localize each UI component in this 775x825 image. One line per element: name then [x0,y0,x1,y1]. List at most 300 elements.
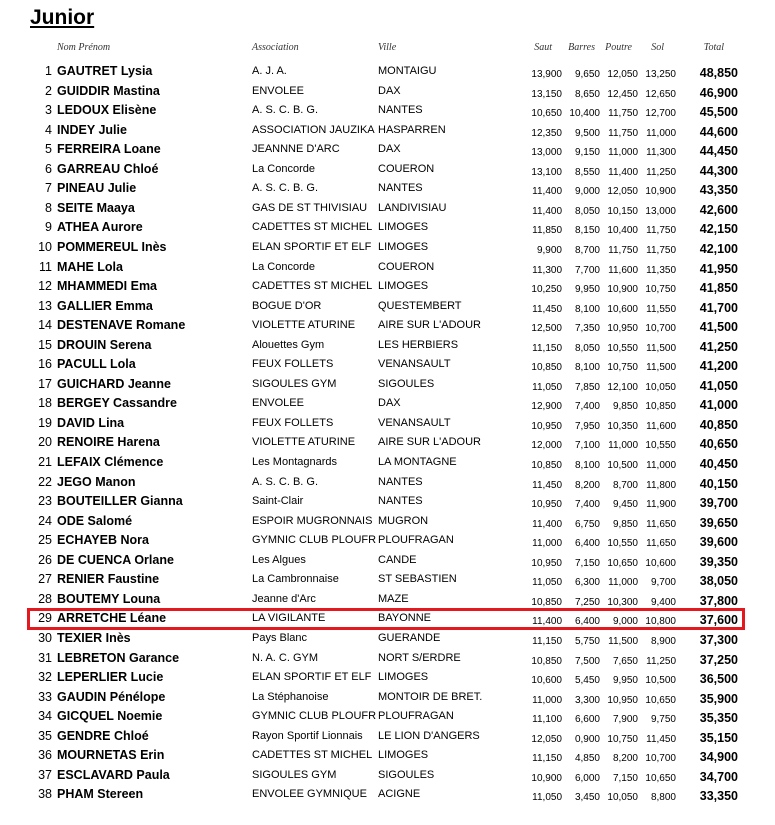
cell-saut: 11,450 [532,479,562,491]
cell-city: CANDE [378,553,417,566]
cell-rank: 15 [38,337,52,352]
cell-assoc: Saint-Clair [252,495,304,508]
cell-barres: 7,150 [574,557,600,569]
cell-saut: 11,100 [532,714,562,726]
cell-barres: 7,350 [574,323,600,335]
cell-assoc: La Stéphanoise [252,690,329,703]
cell-rank: 25 [38,533,52,548]
table-row [0,570,775,589]
cell-barres: 8,100 [574,303,600,315]
cell-poutre: 11,400 [608,166,638,178]
cell-assoc: La Concorde [252,162,315,175]
cell-saut: 12,050 [531,733,562,745]
cell-saut: 10,900 [531,772,562,784]
cell-rank: 18 [38,396,52,411]
cell-saut: 11,850 [532,225,562,237]
cell-total: 42,150 [699,222,738,237]
cell-rank: 23 [38,494,52,509]
cell-name: BOUTEMY Louna [57,591,161,606]
cell-city: VENANSAULT [378,358,451,371]
cell-assoc: A. S. C. B. G. [252,475,319,488]
cell-rank: 9 [45,220,52,235]
cell-rank: 6 [45,161,52,176]
cell-sol: 10,550 [645,440,676,452]
table-row [0,316,775,335]
cell-sol: 10,750 [645,284,676,296]
cell-saut: 11,400 [532,186,562,198]
cell-rank: 10 [38,239,52,254]
cell-assoc: Rayon Sportif Lionnais [252,729,363,742]
cell-barres: 7,400 [574,499,600,511]
cell-poutre: 10,750 [607,362,638,374]
table-row [0,727,775,746]
cell-assoc: A. S. C. B. G. [252,104,319,117]
cell-rank: 29 [38,611,52,626]
cell-city: AIRE SUR L'ADOUR [378,319,481,332]
cell-sol: 12,700 [645,108,676,120]
cell-barres: 8,050 [574,205,600,217]
cell-barres: 6,300 [574,577,600,589]
table-row [0,453,775,472]
cell-saut: 11,050 [532,381,562,393]
cell-barres: 7,850 [574,381,600,393]
cell-poutre: 10,750 [607,733,638,745]
cell-rank: 16 [38,357,52,372]
cell-sol: 11,750 [646,225,676,237]
cell-poutre: 10,950 [607,694,638,706]
cell-sol: 11,800 [646,479,676,491]
cell-total: 41,250 [699,339,738,354]
cell-poutre: 12,100 [607,381,638,393]
cell-barres: 7,100 [574,440,600,452]
cell-assoc: Jeanne d'Arc [252,592,316,605]
cell-total: 37,250 [699,652,738,667]
cell-poutre: 7,900 [612,714,638,726]
cell-sol: 10,700 [645,753,676,765]
cell-saut: 11,400 [532,205,562,217]
cell-poutre: 9,450 [612,499,638,511]
table-row [0,355,775,374]
cell-city: ST SEBASTIEN [378,573,457,586]
table-row [0,101,775,120]
cell-sol: 10,900 [645,186,676,198]
cell-sol: 11,350 [646,264,676,276]
cell-poutre: 11,600 [608,264,638,276]
table-row [0,492,775,511]
cell-barres: 7,400 [574,401,600,413]
table-row [0,629,775,648]
cell-name: MOURNETAS Erin [57,748,165,763]
cell-rank: 35 [38,728,52,743]
cell-city: PLOUFRAGAN [378,710,454,723]
cell-poutre: 11,750 [608,127,638,139]
cell-sol: 11,500 [646,342,676,354]
cell-saut: 10,850 [531,655,562,667]
cell-name: POMMEREUL Inès [57,239,167,254]
cell-assoc: Les Algues [252,553,306,566]
cell-total: 41,700 [699,300,738,315]
cell-sol: 10,700 [645,323,676,335]
cell-poutre: 10,150 [607,205,638,217]
cell-city: QUESTEMBERT [378,299,462,312]
cell-rank: 27 [38,572,52,587]
cell-assoc: ESPOIR MUGRONNAIS [252,514,373,527]
cell-assoc: ELAN SPORTIF ET ELF [252,671,372,684]
cell-poutre: 10,300 [607,596,638,608]
table-row [0,766,775,785]
cell-city: LE LION D'ANGERS [378,729,480,742]
cell-name: INDEY Julie [57,122,127,137]
cell-barres: 10,400 [569,108,600,120]
cell-barres: 9,150 [574,147,600,159]
cell-saut: 12,350 [531,127,562,139]
table-row [0,531,775,550]
cell-sol: 10,850 [645,401,676,413]
cell-barres: 6,600 [574,714,600,726]
cell-saut: 10,950 [531,557,562,569]
cell-total: 43,350 [699,183,738,198]
cell-assoc: La Concorde [252,260,315,273]
cell-barres: 0,900 [574,733,600,745]
cell-assoc: GYMNIC CLUB PLOUFR [252,534,377,547]
cell-poutre: 11,500 [608,635,638,647]
cell-city: LIMOGES [378,671,429,684]
cell-saut: 10,950 [531,499,562,511]
cell-sol: 12,650 [645,88,676,100]
cell-total: 46,900 [699,85,738,100]
cell-name: GAUDIN Pénélope [57,689,166,704]
cell-rank: 11 [39,259,52,274]
cell-assoc: CADETTES ST MICHEL [252,280,373,293]
cell-poutre: 11,000 [608,440,638,452]
cell-saut: 10,950 [531,420,562,432]
cell-name: DE CUENCA Orlane [57,552,174,567]
cell-assoc: ELAN SPORTIF ET ELF [252,240,372,253]
cell-saut: 10,850 [531,362,562,374]
table-row [0,336,775,355]
cell-city: MUGRON [378,514,429,527]
cell-assoc: ENVOLEE [252,397,304,410]
cell-rank: 20 [38,435,52,450]
cell-saut: 11,050 [532,577,562,589]
cell-rank: 12 [38,279,52,294]
cell-total: 44,450 [699,144,738,159]
cell-sol: 9,700 [650,577,676,589]
cell-assoc: CADETTES ST MICHEL [252,221,373,234]
cell-sol: 10,600 [645,557,676,569]
cell-name: GENDRE Chloé [57,728,149,743]
cell-total: 39,350 [699,554,738,569]
cell-name: TEXIER Inès [57,630,131,645]
header-sol: Sol [651,42,664,53]
cell-rank: 5 [45,142,52,157]
cell-sol: 11,000 [646,127,676,139]
cell-sol: 10,650 [645,694,676,706]
cell-total: 39,700 [699,496,738,511]
cell-saut: 13,150 [531,88,562,100]
cell-total: 35,150 [699,730,738,745]
header-barres: Barres [568,42,595,53]
cell-city: LIMOGES [378,749,429,762]
cell-city: MONTOIR DE BRET. [378,690,483,703]
cell-name: MAHE Lola [57,259,123,274]
cell-sol: 11,450 [646,733,676,745]
cell-assoc: A. S. C. B. G. [252,182,319,195]
table-row [0,590,775,609]
cell-barres: 7,700 [574,264,600,276]
header-name: Nom Prénom [57,42,111,53]
cell-sol: 10,050 [645,381,676,393]
table-row [0,433,775,452]
header-poutre: Poutre [605,42,632,53]
cell-saut: 11,450 [532,303,562,315]
cell-poutre: 10,550 [607,342,638,354]
table-row [0,785,775,804]
cell-poutre: 10,900 [607,284,638,296]
cell-total: 36,500 [699,672,738,687]
cell-city: LIMOGES [378,221,429,234]
header-association: Association [252,42,299,53]
cell-total: 34,700 [699,769,738,784]
cell-rank: 3 [45,103,52,118]
cell-total: 44,600 [699,124,738,139]
cell-name: GUICHARD Jeanne [57,376,171,391]
cell-barres: 7,250 [574,596,600,608]
cell-barres: 9,000 [574,186,600,198]
cell-rank: 1 [45,64,52,78]
cell-saut: 12,000 [531,440,562,452]
cell-assoc: ENVOLEE GYMNIQUE [252,788,367,801]
cell-total: 42,100 [699,241,738,256]
cell-name: PACULL Lola [57,357,136,372]
cell-sol: 9,750 [650,714,676,726]
page-title: Junior [30,6,95,29]
cell-rank: 19 [38,415,52,430]
cell-city: AIRE SUR L'ADOUR [378,436,481,449]
cell-poutre: 11,000 [608,147,638,159]
cell-city: GUERANDE [378,631,441,644]
table-row [0,277,775,296]
cell-barres: 7,500 [574,655,600,667]
cell-rank: 7 [45,181,52,196]
cell-name: GALLIER Emma [57,298,153,313]
cell-barres: 7,950 [574,420,600,432]
cell-name: ARRETCHE Léane [57,611,167,626]
cell-rank: 38 [38,787,52,802]
cell-rank: 24 [38,513,52,528]
cell-sol: 8,800 [650,792,676,804]
cell-saut: 12,500 [531,323,562,335]
cell-city: NORT S/ERDRE [378,651,461,664]
table-row [0,140,775,159]
cell-total: 41,850 [699,281,738,296]
cell-saut: 11,300 [532,264,562,276]
cell-city: MONTAIGU [378,65,437,77]
cell-city: NANTES [378,104,423,117]
cell-name: PINEAU Julie [57,181,137,196]
cell-poutre: 12,450 [607,88,638,100]
cell-barres: 6,750 [574,518,600,530]
cell-assoc: VIOLETTE ATURINE [252,319,356,332]
cell-barres: 9,650 [574,69,600,80]
cell-barres: 8,550 [574,166,600,178]
cell-assoc: GAS DE ST THIVISIAU [252,201,368,214]
cell-saut: 13,000 [531,147,562,159]
cell-poutre: 10,400 [607,225,638,237]
cell-rank: 32 [38,670,52,685]
cell-name: SEITE Maaya [57,200,135,215]
cell-total: 40,650 [699,437,738,452]
cell-saut: 13,100 [531,166,562,178]
cell-total: 35,350 [699,711,738,726]
cell-poutre: 7,650 [612,655,638,667]
cell-name: FERREIRA Loane [57,142,161,157]
cell-poutre: 10,350 [607,420,638,432]
table-row [0,473,775,492]
cell-rank: 21 [38,455,52,469]
cell-total: 37,300 [699,632,738,647]
cell-saut: 11,150 [532,753,562,765]
cell-sol: 11,250 [646,655,676,667]
cell-name: DESTENAVE Romane [57,318,186,333]
table-row [0,238,775,257]
cell-poutre: 11,750 [608,244,638,256]
cell-city: NANTES [378,495,423,508]
table-row [0,512,775,531]
cell-total: 41,000 [699,398,738,413]
cell-assoc: FEUX FOLLETS [252,416,334,429]
cell-saut: 10,650 [531,108,562,120]
cell-rank: 37 [38,767,52,782]
cell-rank: 2 [45,83,52,98]
cell-total: 39,600 [699,535,738,550]
cell-poutre: 11,000 [608,577,638,589]
cell-barres: 8,150 [574,225,600,237]
cell-name: LEDOUX Elisène [57,103,157,118]
cell-barres: 6,400 [574,616,600,628]
cell-assoc: LA VIGILANTE [252,612,326,625]
cell-barres: 3,300 [574,694,600,706]
header-total: Total [703,42,724,53]
cell-rank: 34 [38,709,52,724]
table-row [0,258,775,277]
cell-total: 39,650 [699,515,738,530]
cell-city: NANTES [378,475,423,488]
cell-assoc: FEUX FOLLETS [252,358,334,371]
cell-total: 40,850 [699,417,738,432]
table-row [0,82,775,101]
cell-assoc: Les Montagnards [252,456,337,468]
header-saut: Saut [534,42,552,53]
cell-total: 40,150 [699,476,738,491]
cell-barres: 8,100 [574,362,600,374]
cell-assoc: SIGOULES GYM [252,377,337,390]
cell-sol: 11,550 [646,303,676,315]
cell-total: 37,800 [699,593,738,608]
cell-saut: 11,000 [532,694,562,706]
cell-sol: 8,900 [650,635,676,647]
cell-name: LEBRETON Garance [57,650,180,665]
table-row [0,160,775,179]
cell-barres: 4,850 [574,753,600,765]
cell-name: GICQUEL Noemie [57,709,163,724]
cell-name: MHAMMEDI Ema [57,279,158,294]
cell-assoc: Alouettes Gym [252,338,325,351]
table-row [0,375,775,394]
cell-sol: 10,650 [645,772,676,784]
cell-poutre: 7,150 [612,772,638,784]
cell-poutre: 10,500 [607,460,638,471]
table-row [0,179,775,198]
cell-saut: 11,000 [532,538,562,550]
cell-barres: 3,450 [574,792,600,804]
cell-city: LES HERBIERS [378,338,459,351]
cell-rank: 17 [38,376,52,391]
cell-poutre: 10,650 [607,557,638,569]
cell-city: SIGOULES [378,377,435,390]
cell-sol: 11,000 [646,460,676,471]
cell-rank: 36 [38,748,52,763]
cell-total: 41,500 [699,320,738,335]
cell-name: PHAM Stereen [57,787,144,802]
cell-name: JEGO Manon [57,474,136,489]
cell-name: ECHAYEB Nora [57,533,149,548]
cell-poutre: 12,050 [607,186,638,198]
cell-barres: 5,450 [574,675,600,687]
cell-name: LEPERLIER Lucie [57,670,164,685]
cell-rank: 33 [38,689,52,704]
highlight-box [27,608,745,630]
cell-city: ACIGNE [378,788,421,801]
cell-city: VENANSAULT [378,416,451,429]
cell-saut: 11,400 [532,518,562,530]
cell-city: DAX [378,143,401,156]
cell-total: 35,900 [699,691,738,706]
cell-saut: 10,850 [531,460,562,471]
cell-saut: 10,850 [531,596,562,608]
cell-city: SIGOULES [378,768,435,781]
cell-saut: 10,250 [531,284,562,296]
cell-sol: 9,400 [650,596,676,608]
cell-saut: 12,900 [531,401,562,413]
cell-saut: 11,150 [532,342,562,354]
cell-assoc: CADETTES ST MICHEL [252,749,373,762]
cell-saut: 11,150 [532,635,562,647]
cell-sol: 11,900 [646,499,676,511]
cell-total: 40,450 [699,457,738,471]
cell-assoc: A. J. A. [252,65,287,77]
cell-city: LIMOGES [378,280,429,293]
cell-barres: 6,000 [574,772,600,784]
cell-city: LA MONTAGNE [378,456,457,468]
cell-rank: 30 [38,630,52,645]
cell-poutre: 10,600 [607,303,638,315]
cell-city: COUERON [378,260,435,273]
cell-poutre: 9,950 [612,675,638,687]
cell-city: BAYONNE [378,612,431,625]
cell-city: DAX [378,397,401,410]
cell-sol: 11,250 [646,166,676,178]
cell-city: DAX [378,84,401,97]
cell-total: 41,050 [699,378,738,393]
cell-saut: 10,600 [531,675,562,687]
cell-sol: 10,800 [645,616,676,628]
cell-poutre: 11,750 [608,108,638,120]
column-headers [0,42,775,58]
cell-saut: 11,050 [532,792,562,804]
cell-assoc: GYMNIC CLUB PLOUFR [252,710,377,723]
table-row [0,394,775,413]
